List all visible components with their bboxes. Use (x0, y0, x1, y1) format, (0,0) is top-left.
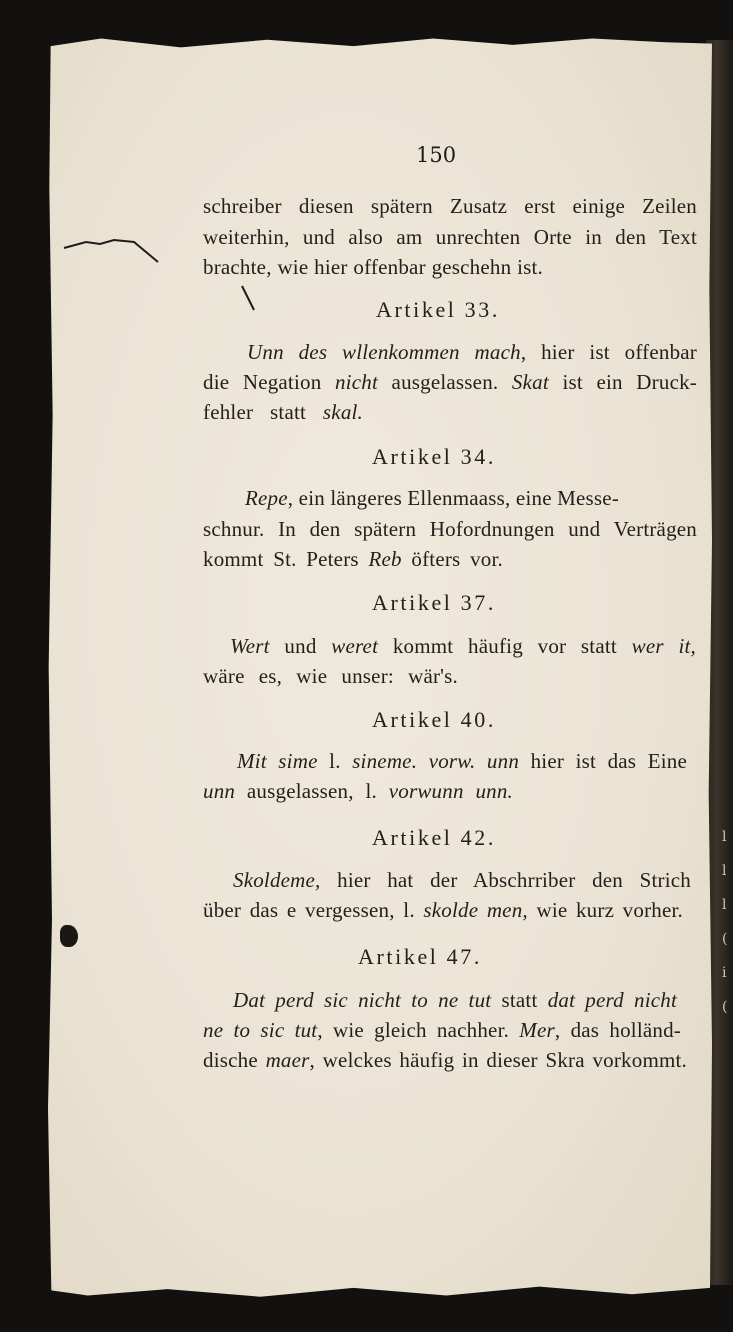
edge-letter: l (722, 863, 727, 879)
text-line (203, 255, 543, 280)
edge-letter: ( (722, 931, 728, 947)
roman-text: ist ein Druck- (548, 370, 697, 394)
roman-text: öfters vor. (401, 547, 503, 571)
roman-text: wie kurz vorher. (527, 898, 683, 922)
text-line (203, 370, 697, 395)
text-line (233, 868, 691, 893)
edge-letter: l (722, 897, 727, 913)
roman-text: , welckes häufig in dieser Skra vorkommt. (309, 1048, 687, 1072)
italic-text: skal. (322, 400, 363, 424)
italic-text: sineme. vorw. unn (352, 749, 520, 773)
roman-text: kommt St. Peters (203, 547, 369, 571)
italic-text: Repe (245, 486, 288, 510)
italic-text: dat perd nicht (547, 988, 677, 1012)
caret-mark (238, 284, 258, 314)
roman-text: kommt häufig vor statt (378, 634, 632, 658)
text-line (230, 634, 696, 659)
facing-page-letters (722, 820, 733, 1024)
roman-text: , hier ist offenbar (520, 340, 697, 364)
italic-text: maer (265, 1048, 310, 1072)
roman-text: die Negation (203, 370, 335, 394)
roman-text: schnur. In den spätern Hofordnungen und Verträgen (203, 517, 697, 541)
roman-text: , wie gleich nachher. (317, 1018, 520, 1042)
edge-letter: l (722, 829, 727, 845)
pencil-margin-mark (62, 232, 172, 272)
text-line (203, 664, 458, 689)
text-line (237, 749, 687, 774)
italic-text: ne to sic tut (203, 1018, 318, 1042)
ink-blot (60, 925, 78, 947)
roman-text: hier hat der Abschrriber den Strich (320, 868, 691, 892)
italic-text: Dat perd sic nicht to ne tut (233, 988, 492, 1012)
roman-text: hier ist das Eine (519, 749, 687, 773)
article-heading: Artikel 40. (372, 707, 496, 732)
italic-text: skolde men, (423, 898, 528, 922)
italic-text: Skat (511, 370, 549, 394)
italic-text: weret (331, 634, 379, 658)
text-line (203, 194, 697, 219)
italic-text: Mit sime (237, 749, 318, 773)
text-line (203, 517, 697, 542)
roman-text: über das e vergessen, l. (203, 898, 424, 922)
roman-text: und (269, 634, 332, 658)
italic-text: unn (203, 779, 236, 803)
page-number: 150 (416, 143, 457, 167)
roman-text: weiterhin, und also am unrechten Orte in den Text (203, 225, 697, 249)
text-line (233, 988, 677, 1013)
text-line (247, 340, 697, 365)
italic-text: vorwunn unn. (388, 779, 513, 803)
text-line (203, 779, 513, 804)
italic-text: wer it, (631, 634, 696, 658)
roman-text: brachte, wie hier offenbar geschehn ist. (203, 255, 543, 279)
article-heading: Artikel 37. (372, 590, 496, 615)
roman-text: , ein längeres Ellenmaass, eine Messe- (287, 486, 620, 510)
roman-text: ausgelassen, l. (235, 779, 389, 803)
article-heading: Artikel 33. (376, 297, 500, 322)
italic-text: Unn des wllenkommen mach (247, 340, 521, 364)
text-line (203, 400, 363, 425)
roman-text: ausgelassen. (377, 370, 512, 394)
text-line (203, 1018, 681, 1043)
edge-letter: i (722, 965, 727, 981)
roman-text: fehler statt (203, 400, 323, 424)
roman-text: dische (203, 1048, 266, 1072)
article-heading: Artikel 34. (372, 444, 496, 469)
text-line (203, 547, 503, 572)
roman-text: wäre es, wie unser: wär's. (203, 664, 458, 688)
roman-text: statt (491, 988, 548, 1012)
edge-letter: ( (722, 999, 728, 1015)
italic-text: Reb (368, 547, 402, 571)
italic-text: nicht (334, 370, 378, 394)
roman-text: schreiber diesen spätern Zusatz erst einige Zeilen (203, 194, 697, 218)
italic-text: Wert (230, 634, 270, 658)
article-heading: Artikel 42. (372, 825, 496, 850)
italic-text: Mer (519, 1018, 555, 1042)
text-line (245, 486, 619, 511)
text-line (203, 1048, 687, 1073)
article-heading: Artikel 47. (358, 944, 482, 969)
roman-text: l. (317, 749, 353, 773)
text-line (203, 225, 697, 250)
roman-text: , das holländ- (554, 1018, 681, 1042)
italic-text: Skoldeme, (233, 868, 321, 892)
text-line (203, 898, 683, 923)
